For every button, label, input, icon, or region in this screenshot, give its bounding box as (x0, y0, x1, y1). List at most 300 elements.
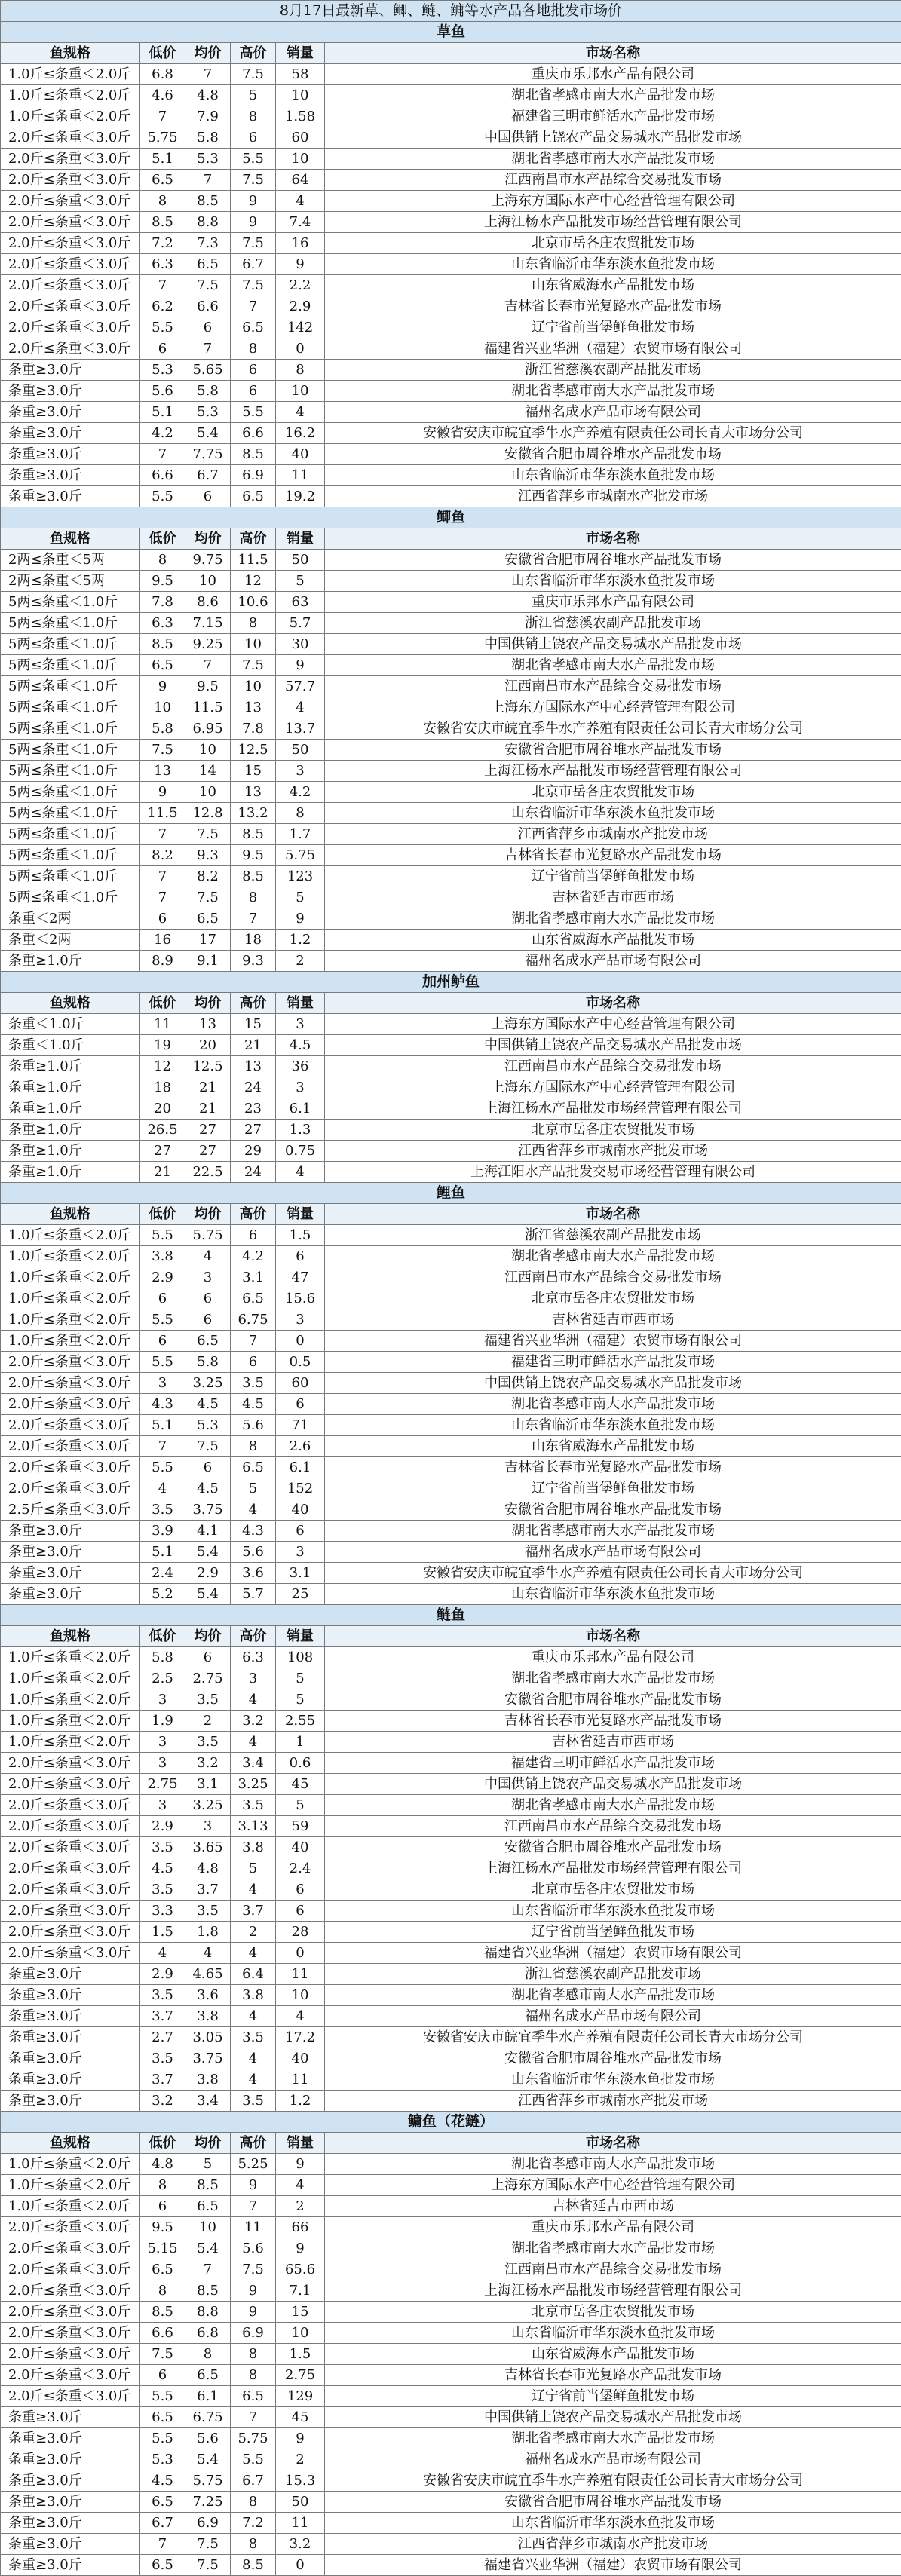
column-header-avg-price: 均价 (185, 2133, 231, 2154)
cell-volume: 3.2 (276, 2534, 325, 2555)
cell-avg-price: 5 (185, 2154, 231, 2175)
cell-avg-price: 21 (185, 1077, 231, 1098)
cell-high-price: 5.6 (231, 1415, 276, 1436)
section-title: 鲢鱼 (1, 1605, 901, 1626)
cell-avg-price: 17 (185, 930, 231, 951)
table-row (1, 1584, 901, 1605)
cell-spec: 1.0斤≤条重＜2.0斤 (1, 1331, 140, 1352)
table-row (1, 2449, 901, 2470)
cell-spec: 1.0斤≤条重＜2.0斤 (1, 1732, 140, 1753)
cell-avg-price: 4 (185, 1246, 231, 1267)
cell-avg-price: 7.5 (185, 887, 231, 908)
cell-high-price: 3.6 (231, 1563, 276, 1584)
cell-market: 湖北省孝感市南大水产品批发市场 (325, 381, 901, 402)
cell-market: 湖北省孝感市南大水产品批发市场 (325, 149, 901, 170)
cell-low-price: 10 (140, 697, 185, 718)
cell-volume: 6.1 (276, 1457, 325, 1478)
cell-avg-price: 8.2 (185, 866, 231, 887)
cell-spec: 5两≤条重＜1.0斤 (1, 782, 140, 803)
cell-low-price: 5.5 (140, 2386, 185, 2407)
cell-market: 福州名成水产品市场有限公司 (325, 951, 901, 972)
cell-market: 江西南昌市水产品综合交易批发市场 (325, 1816, 901, 1837)
cell-spec: 2.0斤≤条重＜3.0斤 (1, 1774, 140, 1795)
cell-avg-price: 5.3 (185, 402, 231, 423)
table-row (1, 1098, 901, 1120)
cell-avg-price: 3.65 (185, 1837, 231, 1858)
table-row (1, 1858, 901, 1879)
cell-volume: 4.5 (276, 1035, 325, 1056)
column-header-high-price: 高价 (231, 1626, 276, 1647)
column-header-low-price: 低价 (140, 43, 185, 64)
cell-avg-price: 8.5 (185, 2175, 231, 2196)
cell-spec: 2.0斤≤条重＜3.0斤 (1, 1795, 140, 1816)
table-row (1, 1457, 901, 1478)
cell-low-price: 5.8 (140, 1647, 185, 1668)
cell-volume: 8 (276, 803, 325, 824)
cell-low-price: 5.5 (140, 1225, 185, 1246)
cell-market: 江西省萍乡市城南水产批发市场 (325, 2091, 901, 2112)
cell-spec: 条重≥1.0斤 (1, 1120, 140, 1141)
cell-low-price: 7.2 (140, 233, 185, 254)
cell-spec: 2两≤条重＜5两 (1, 550, 140, 571)
cell-spec: 2.5斤≤条重＜3.0斤 (1, 1499, 140, 1521)
cell-avg-price: 7 (185, 655, 231, 676)
cell-high-price: 7.5 (231, 170, 276, 191)
cell-market: 中国供销上饶农产品交易城水产品批发市场 (325, 634, 901, 655)
cell-avg-price: 5.8 (185, 381, 231, 402)
cell-spec: 条重≥3.0斤 (1, 2027, 140, 2048)
cell-avg-price: 3.5 (185, 1901, 231, 1922)
cell-volume: 45 (276, 2407, 325, 2428)
cell-avg-price: 6.6 (185, 296, 231, 317)
section-header-row (1, 1183, 901, 1204)
column-header-avg-price: 均价 (185, 993, 231, 1014)
cell-avg-price: 21 (185, 1098, 231, 1120)
cell-spec: 5两≤条重＜1.0斤 (1, 824, 140, 845)
cell-avg-price: 3.25 (185, 1373, 231, 1394)
cell-avg-price: 7.3 (185, 233, 231, 254)
cell-low-price: 8.9 (140, 951, 185, 972)
cell-low-price: 6.3 (140, 254, 185, 275)
cell-spec: 条重≥3.0斤 (1, 2513, 140, 2534)
cell-avg-price: 6 (185, 317, 231, 338)
table-row (1, 1732, 901, 1753)
cell-volume: 8 (276, 360, 325, 381)
cell-market: 湖北省孝感市南大水产品批发市场 (325, 2154, 901, 2175)
cell-spec: 条重≥3.0斤 (1, 2069, 140, 2091)
cell-volume: 10 (276, 85, 325, 106)
table-row (1, 2280, 901, 2302)
cell-spec: 5两≤条重＜1.0斤 (1, 718, 140, 740)
cell-high-price: 15 (231, 1014, 276, 1035)
cell-high-price: 5.5 (231, 149, 276, 170)
cell-volume: 2.55 (276, 1711, 325, 1732)
cell-avg-price: 4.65 (185, 1964, 231, 1985)
cell-avg-price: 9.1 (185, 951, 231, 972)
cell-low-price: 2.9 (140, 1816, 185, 1837)
table-row (1, 697, 901, 718)
cell-market: 上海江杨水产品批发市场经营管理有限公司 (325, 1858, 901, 1879)
cell-market: 北京市岳各庄农贸批发市场 (325, 782, 901, 803)
table-row (1, 782, 901, 803)
column-header-low-price: 低价 (140, 2133, 185, 2154)
table-row (1, 2217, 901, 2238)
table-row (1, 1943, 901, 1964)
cell-volume: 17.2 (276, 2027, 325, 2048)
cell-avg-price: 3.8 (185, 2006, 231, 2027)
cell-spec: 1.0斤≤条重＜2.0斤 (1, 64, 140, 85)
cell-volume: 152 (276, 1478, 325, 1499)
cell-market: 湖北省孝感市南大水产品批发市场 (325, 1985, 901, 2006)
cell-spec: 2.0斤≤条重＜3.0斤 (1, 1436, 140, 1457)
cell-spec: 条重≥3.0斤 (1, 2534, 140, 2555)
cell-low-price: 5.5 (140, 1457, 185, 1478)
table-row (1, 1056, 901, 1077)
cell-spec: 2.0斤≤条重＜3.0斤 (1, 1879, 140, 1901)
cell-low-price: 26.5 (140, 1120, 185, 1141)
cell-volume: 3 (276, 1309, 325, 1331)
cell-spec: 5两≤条重＜1.0斤 (1, 803, 140, 824)
cell-high-price: 9 (231, 2280, 276, 2302)
cell-volume: 66 (276, 2217, 325, 2238)
cell-market: 福建省兴业华洲（福建）农贸市场有限公司 (325, 1943, 901, 1964)
cell-market: 山东省威海水产品批发市场 (325, 275, 901, 296)
cell-market: 上海江杨水产品批发市场经营管理有限公司 (325, 761, 901, 782)
cell-volume: 3 (276, 761, 325, 782)
column-header-volume: 销量 (276, 1626, 325, 1647)
cell-volume: 0 (276, 338, 325, 360)
cell-avg-price: 8.8 (185, 2302, 231, 2323)
cell-spec: 5两≤条重＜1.0斤 (1, 655, 140, 676)
cell-low-price: 7 (140, 106, 185, 127)
cell-high-price: 7.5 (231, 233, 276, 254)
column-header-row (1, 1626, 901, 1647)
cell-spec: 1.0斤≤条重＜2.0斤 (1, 1668, 140, 1689)
cell-volume: 1.5 (276, 1225, 325, 1246)
cell-avg-price: 10 (185, 2217, 231, 2238)
cell-avg-price: 4.5 (185, 1478, 231, 1499)
cell-volume: 4 (276, 2175, 325, 2196)
cell-low-price: 6.5 (140, 2555, 185, 2576)
cell-volume: 9 (276, 2154, 325, 2175)
cell-high-price: 5.6 (231, 2238, 276, 2259)
section-header-row (1, 2112, 901, 2133)
column-header-avg-price: 均价 (185, 1204, 231, 1225)
cell-avg-price: 3 (185, 1267, 231, 1288)
cell-high-price: 2 (231, 1922, 276, 1943)
cell-spec: 1.0斤≤条重＜2.0斤 (1, 106, 140, 127)
cell-volume: 123 (276, 866, 325, 887)
cell-volume: 15.6 (276, 1288, 325, 1309)
cell-avg-price: 5.3 (185, 149, 231, 170)
section-header-row (1, 1605, 901, 1626)
cell-low-price: 3.8 (140, 1246, 185, 1267)
cell-avg-price: 7.5 (185, 824, 231, 845)
cell-spec: 5两≤条重＜1.0斤 (1, 761, 140, 782)
cell-market: 福建省兴业华洲（福建）农贸市场有限公司 (325, 1331, 901, 1352)
cell-high-price: 6.75 (231, 1309, 276, 1331)
cell-avg-price: 8.5 (185, 2280, 231, 2302)
table-row (1, 634, 901, 655)
cell-high-price: 5 (231, 85, 276, 106)
table-row (1, 1077, 901, 1098)
cell-volume: 9 (276, 2428, 325, 2449)
cell-volume: 15.3 (276, 2470, 325, 2492)
cell-market: 山东省临沂市华东淡水鱼批发市场 (325, 2069, 901, 2091)
cell-market: 辽宁省前当堡鲜鱼批发市场 (325, 1922, 901, 1943)
cell-high-price: 6.7 (231, 2470, 276, 2492)
cell-low-price: 7 (140, 887, 185, 908)
cell-market: 福建省兴业华洲（福建）农贸市场有限公司 (325, 338, 901, 360)
cell-avg-price: 5.4 (185, 1584, 231, 1605)
cell-high-price: 3.8 (231, 1837, 276, 1858)
cell-spec: 条重≥3.0斤 (1, 2428, 140, 2449)
cell-market: 上海东方国际水产中心经营管理有限公司 (325, 1014, 901, 1035)
cell-low-price: 5.3 (140, 360, 185, 381)
cell-spec: 条重≥3.0斤 (1, 1563, 140, 1584)
cell-spec: 条重≥3.0斤 (1, 402, 140, 423)
cell-volume: 1 (276, 1732, 325, 1753)
table-row (1, 1246, 901, 1267)
cell-spec: 2.0斤≤条重＜3.0斤 (1, 2365, 140, 2386)
cell-spec: 条重≥1.0斤 (1, 1077, 140, 1098)
cell-volume: 4 (276, 1162, 325, 1183)
column-header-spec: 鱼规格 (1, 2133, 140, 2154)
cell-high-price: 9 (231, 212, 276, 233)
cell-avg-price: 3.7 (185, 1879, 231, 1901)
cell-volume: 2.2 (276, 275, 325, 296)
cell-high-price: 13 (231, 782, 276, 803)
cell-high-price: 24 (231, 1077, 276, 1098)
cell-low-price: 9.5 (140, 2217, 185, 2238)
cell-avg-price: 12.8 (185, 803, 231, 824)
cell-market: 吉林省长春市光复路水产品批发市场 (325, 1711, 901, 1732)
cell-avg-price: 5.4 (185, 2238, 231, 2259)
cell-high-price: 6.5 (231, 317, 276, 338)
cell-high-price: 15 (231, 761, 276, 782)
table-row (1, 2386, 901, 2407)
cell-spec: 2.0斤≤条重＜3.0斤 (1, 2386, 140, 2407)
cell-high-price: 11.5 (231, 550, 276, 571)
cell-volume: 16.2 (276, 423, 325, 444)
cell-avg-price: 4.8 (185, 85, 231, 106)
cell-volume: 4 (276, 697, 325, 718)
table-row (1, 275, 901, 296)
cell-volume: 3.1 (276, 1563, 325, 1584)
table-row (1, 866, 901, 887)
cell-spec: 2.0斤≤条重＜3.0斤 (1, 2238, 140, 2259)
cell-market: 江西省萍乡市城南水产批发市场 (325, 486, 901, 507)
cell-avg-price: 5.3 (185, 1415, 231, 1436)
cell-high-price: 10 (231, 676, 276, 697)
cell-avg-price: 8.8 (185, 212, 231, 233)
section-header-row (1, 507, 901, 528)
table-row (1, 1288, 901, 1309)
cell-avg-price: 6.8 (185, 2323, 231, 2344)
table-row (1, 718, 901, 740)
cell-spec: 条重≥3.0斤 (1, 1521, 140, 1542)
cell-high-price: 8.5 (231, 824, 276, 845)
cell-low-price: 8.5 (140, 634, 185, 655)
cell-spec: 1.0斤≤条重＜2.0斤 (1, 85, 140, 106)
table-row (1, 803, 901, 824)
table-row (1, 317, 901, 338)
cell-spec: 2.0斤≤条重＜3.0斤 (1, 317, 140, 338)
cell-low-price: 5.8 (140, 718, 185, 740)
column-header-low-price: 低价 (140, 1204, 185, 1225)
cell-market: 湖北省孝感市南大水产品批发市场 (325, 1246, 901, 1267)
cell-low-price: 9.5 (140, 571, 185, 592)
cell-low-price: 4.5 (140, 1858, 185, 1879)
cell-volume: 30 (276, 634, 325, 655)
cell-avg-price: 4.1 (185, 1521, 231, 1542)
column-header-row (1, 993, 901, 1014)
cell-high-price: 7.8 (231, 718, 276, 740)
cell-low-price: 3 (140, 1795, 185, 1816)
cell-market: 重庆市乐邦水产品有限公司 (325, 64, 901, 85)
cell-volume: 3 (276, 1077, 325, 1098)
cell-market: 北京市岳各庄农贸批发市场 (325, 2302, 901, 2323)
cell-avg-price: 7.15 (185, 613, 231, 634)
column-header-volume: 销量 (276, 43, 325, 64)
cell-avg-price: 8 (185, 2344, 231, 2365)
cell-low-price: 4.3 (140, 1394, 185, 1415)
cell-market: 福建省三明市鲜活水产品批发市场 (325, 1753, 901, 1774)
cell-avg-price: 27 (185, 1141, 231, 1162)
table-row (1, 1499, 901, 1521)
column-header-high-price: 高价 (231, 43, 276, 64)
cell-avg-price: 27 (185, 1120, 231, 1141)
cell-avg-price: 4 (185, 1943, 231, 1964)
cell-high-price: 7.5 (231, 655, 276, 676)
cell-high-price: 4.5 (231, 1394, 276, 1415)
cell-volume: 40 (276, 1499, 325, 1521)
cell-spec: 2.0斤≤条重＜3.0斤 (1, 254, 140, 275)
cell-high-price: 6.5 (231, 2386, 276, 2407)
cell-volume: 11 (276, 465, 325, 486)
table-row (1, 1647, 901, 1668)
cell-market: 重庆市乐邦水产品有限公司 (325, 1647, 901, 1668)
cell-avg-price: 13 (185, 1014, 231, 1035)
cell-market: 山东省临沂市华东淡水鱼批发市场 (325, 803, 901, 824)
cell-spec: 条重≥3.0斤 (1, 2407, 140, 2428)
cell-market: 北京市岳各庄农贸批发市场 (325, 233, 901, 254)
cell-low-price: 12 (140, 1056, 185, 1077)
cell-avg-price: 7.5 (185, 2534, 231, 2555)
cell-market: 上海江杨水产品批发市场经营管理有限公司 (325, 2280, 901, 2302)
cell-market: 安徽省合肥市周谷堆水产品批发市场 (325, 2048, 901, 2069)
cell-volume: 40 (276, 444, 325, 465)
cell-spec: 条重＜2两 (1, 908, 140, 930)
table-row (1, 233, 901, 254)
table-row (1, 1331, 901, 1352)
column-header-high-price: 高价 (231, 2133, 276, 2154)
cell-high-price: 24 (231, 1162, 276, 1183)
cell-low-price: 3.5 (140, 1499, 185, 1521)
cell-high-price: 7.5 (231, 64, 276, 85)
cell-avg-price: 14 (185, 761, 231, 782)
table-row (1, 592, 901, 613)
cell-high-price: 6 (231, 127, 276, 149)
section-title: 鲤鱼 (1, 1183, 901, 1204)
cell-spec: 2.0斤≤条重＜3.0斤 (1, 149, 140, 170)
table-row (1, 824, 901, 845)
table-row (1, 1774, 901, 1795)
cell-volume: 16 (276, 233, 325, 254)
cell-high-price: 23 (231, 1098, 276, 1120)
cell-low-price: 3 (140, 1373, 185, 1394)
cell-volume: 59 (276, 1816, 325, 1837)
column-header-avg-price: 均价 (185, 1626, 231, 1647)
cell-spec: 条重≥3.0斤 (1, 423, 140, 444)
table-row (1, 740, 901, 761)
cell-avg-price: 6.95 (185, 718, 231, 740)
cell-high-price: 6.7 (231, 254, 276, 275)
cell-volume: 6 (276, 1246, 325, 1267)
table-row (1, 1542, 901, 1563)
table-row (1, 613, 901, 634)
cell-spec: 条重≥1.0斤 (1, 1098, 140, 1120)
cell-volume: 0.6 (276, 1753, 325, 1774)
cell-volume: 142 (276, 317, 325, 338)
cell-low-price: 7.8 (140, 592, 185, 613)
column-header-avg-price: 均价 (185, 43, 231, 64)
column-header-volume: 销量 (276, 1204, 325, 1225)
table-row (1, 64, 901, 85)
cell-market: 江西省萍乡市城南水产批发市场 (325, 824, 901, 845)
cell-market: 辽宁省前当堡鲜鱼批发市场 (325, 2386, 901, 2407)
cell-market: 安徽省合肥市周谷堆水产品批发市场 (325, 1837, 901, 1858)
table-row (1, 2069, 901, 2091)
table-row (1, 887, 901, 908)
cell-low-price: 6.5 (140, 170, 185, 191)
cell-low-price: 3.7 (140, 2006, 185, 2027)
cell-avg-price: 9.3 (185, 845, 231, 866)
cell-volume: 5 (276, 571, 325, 592)
cell-spec: 条重≥3.0斤 (1, 1985, 140, 2006)
cell-market: 福州名成水产品市场有限公司 (325, 1542, 901, 1563)
cell-low-price: 8 (140, 2175, 185, 2196)
cell-volume: 40 (276, 2048, 325, 2069)
cell-volume: 6 (276, 1521, 325, 1542)
cell-spec: 1.0斤≤条重＜2.0斤 (1, 1309, 140, 1331)
cell-volume: 10 (276, 1985, 325, 2006)
cell-spec: 条重≥1.0斤 (1, 1141, 140, 1162)
cell-volume: 4.2 (276, 782, 325, 803)
cell-high-price: 4 (231, 1689, 276, 1711)
cell-high-price: 3.5 (231, 2091, 276, 2112)
cell-market: 山东省威海水产品批发市场 (325, 1436, 901, 1457)
table-row (1, 296, 901, 317)
cell-low-price: 2.75 (140, 1774, 185, 1795)
cell-market: 浙江省慈溪农副产品批发市场 (325, 613, 901, 634)
cell-market: 安徽省安庆市皖宜季牛水产养殖有限责任公司长青大市场分公司 (325, 1563, 901, 1584)
cell-avg-price: 6 (185, 1288, 231, 1309)
cell-market: 北京市岳各庄农贸批发市场 (325, 1120, 901, 1141)
cell-high-price: 7.5 (231, 275, 276, 296)
cell-volume: 25 (276, 1584, 325, 1605)
cell-high-price: 4 (231, 1732, 276, 1753)
cell-market: 上海东方国际水产中心经营管理有限公司 (325, 697, 901, 718)
table-row (1, 1879, 901, 1901)
cell-low-price: 5.1 (140, 149, 185, 170)
cell-high-price: 18 (231, 930, 276, 951)
cell-avg-price: 4.8 (185, 1858, 231, 1879)
cell-spec: 5两≤条重＜1.0斤 (1, 740, 140, 761)
cell-avg-price: 6.5 (185, 908, 231, 930)
cell-low-price: 5.1 (140, 1542, 185, 1563)
cell-spec: 条重≥3.0斤 (1, 1964, 140, 1985)
